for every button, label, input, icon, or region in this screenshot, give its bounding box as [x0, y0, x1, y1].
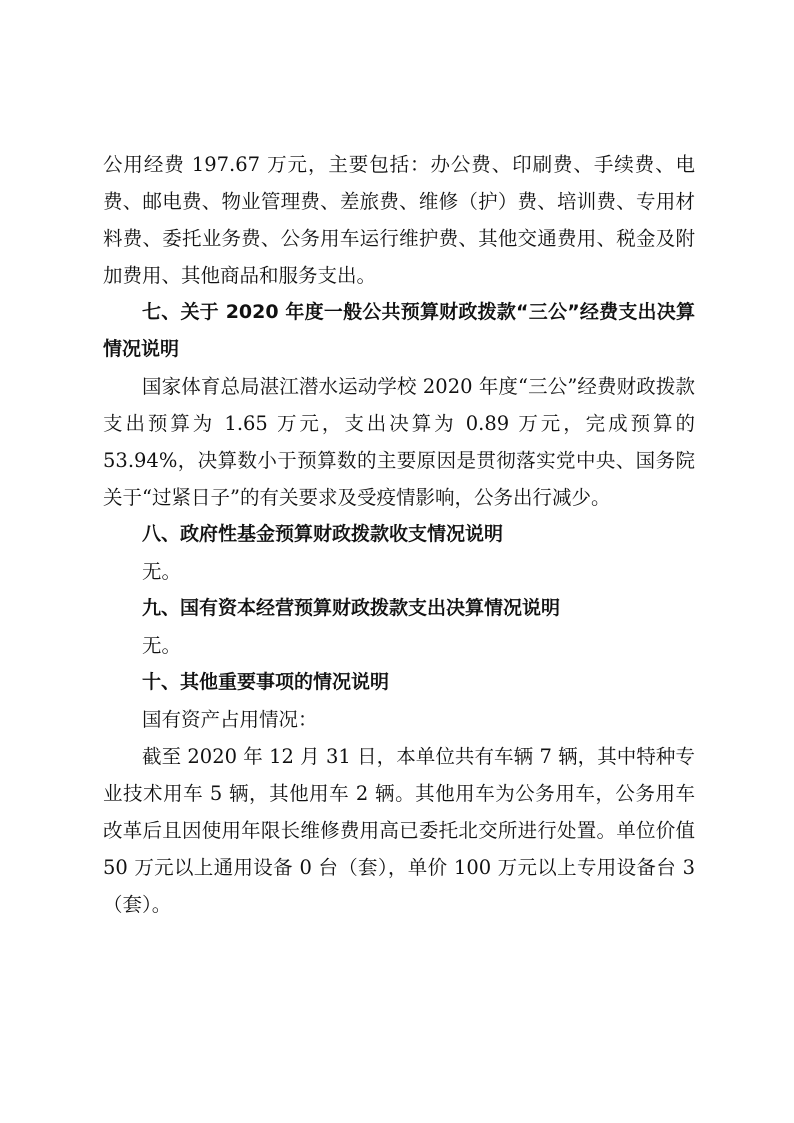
heading-section-7: 七、关于 2020 年度一般公共预算财政拨款“三公”经费支出决算情况说明	[103, 301, 695, 360]
paragraph-public-expenses: 公用经费 197.67 万元，主要包括：办公费、印刷费、手续费、电费、邮电费、物业管理费、差旅费、维修（护）费、培训费、专用材料费、委托业务费、公务用车运行维护费、其他交通费用、税金及附加费用、其他商品和服务支出。	[103, 153, 695, 287]
heading-section-8: 八、政府性基金预算财政拨款收支情况说明	[142, 523, 504, 545]
paragraph-section-9-none: 无。	[142, 634, 182, 657]
paragraph-asset-usage-label: 国有资产占用情况：	[142, 708, 318, 731]
document-body	[103, 146, 695, 923]
heading-section-10: 十、其他重要事项的情况说明	[142, 671, 390, 693]
paragraph-section-8-none: 无。	[142, 560, 182, 583]
paragraph-three-public-expenses: 国家体育总局湛江潜水运动学校 2020 年度“三公”经费财政拨款支出预算为 1.65 万元，支出决算为 0.89 万元，完成预算的 53.94%，决算数小于预算数的主要原因是贯彻落实党中央、国务院关于“过紧日子”的有关要求及受疫情影响，公务出行减少。	[103, 375, 695, 509]
paragraph-asset-details: 截至 2020 年 12 月 31 日，本单位共有车辆 7 辆，其中特种专业技术用车 5 辆，其他用车 2 辆。其他用车为公务用车，公务用车改革后且因使用年限长维修费用高已委托北交所进行处置。单位价值 50 万元以上通用设备 0 台（套），单价 100 万元以上专用设备台 3（套）。	[103, 745, 695, 916]
heading-section-9: 九、国有资本经营预算财政拨款支出决算情况说明	[142, 597, 561, 619]
